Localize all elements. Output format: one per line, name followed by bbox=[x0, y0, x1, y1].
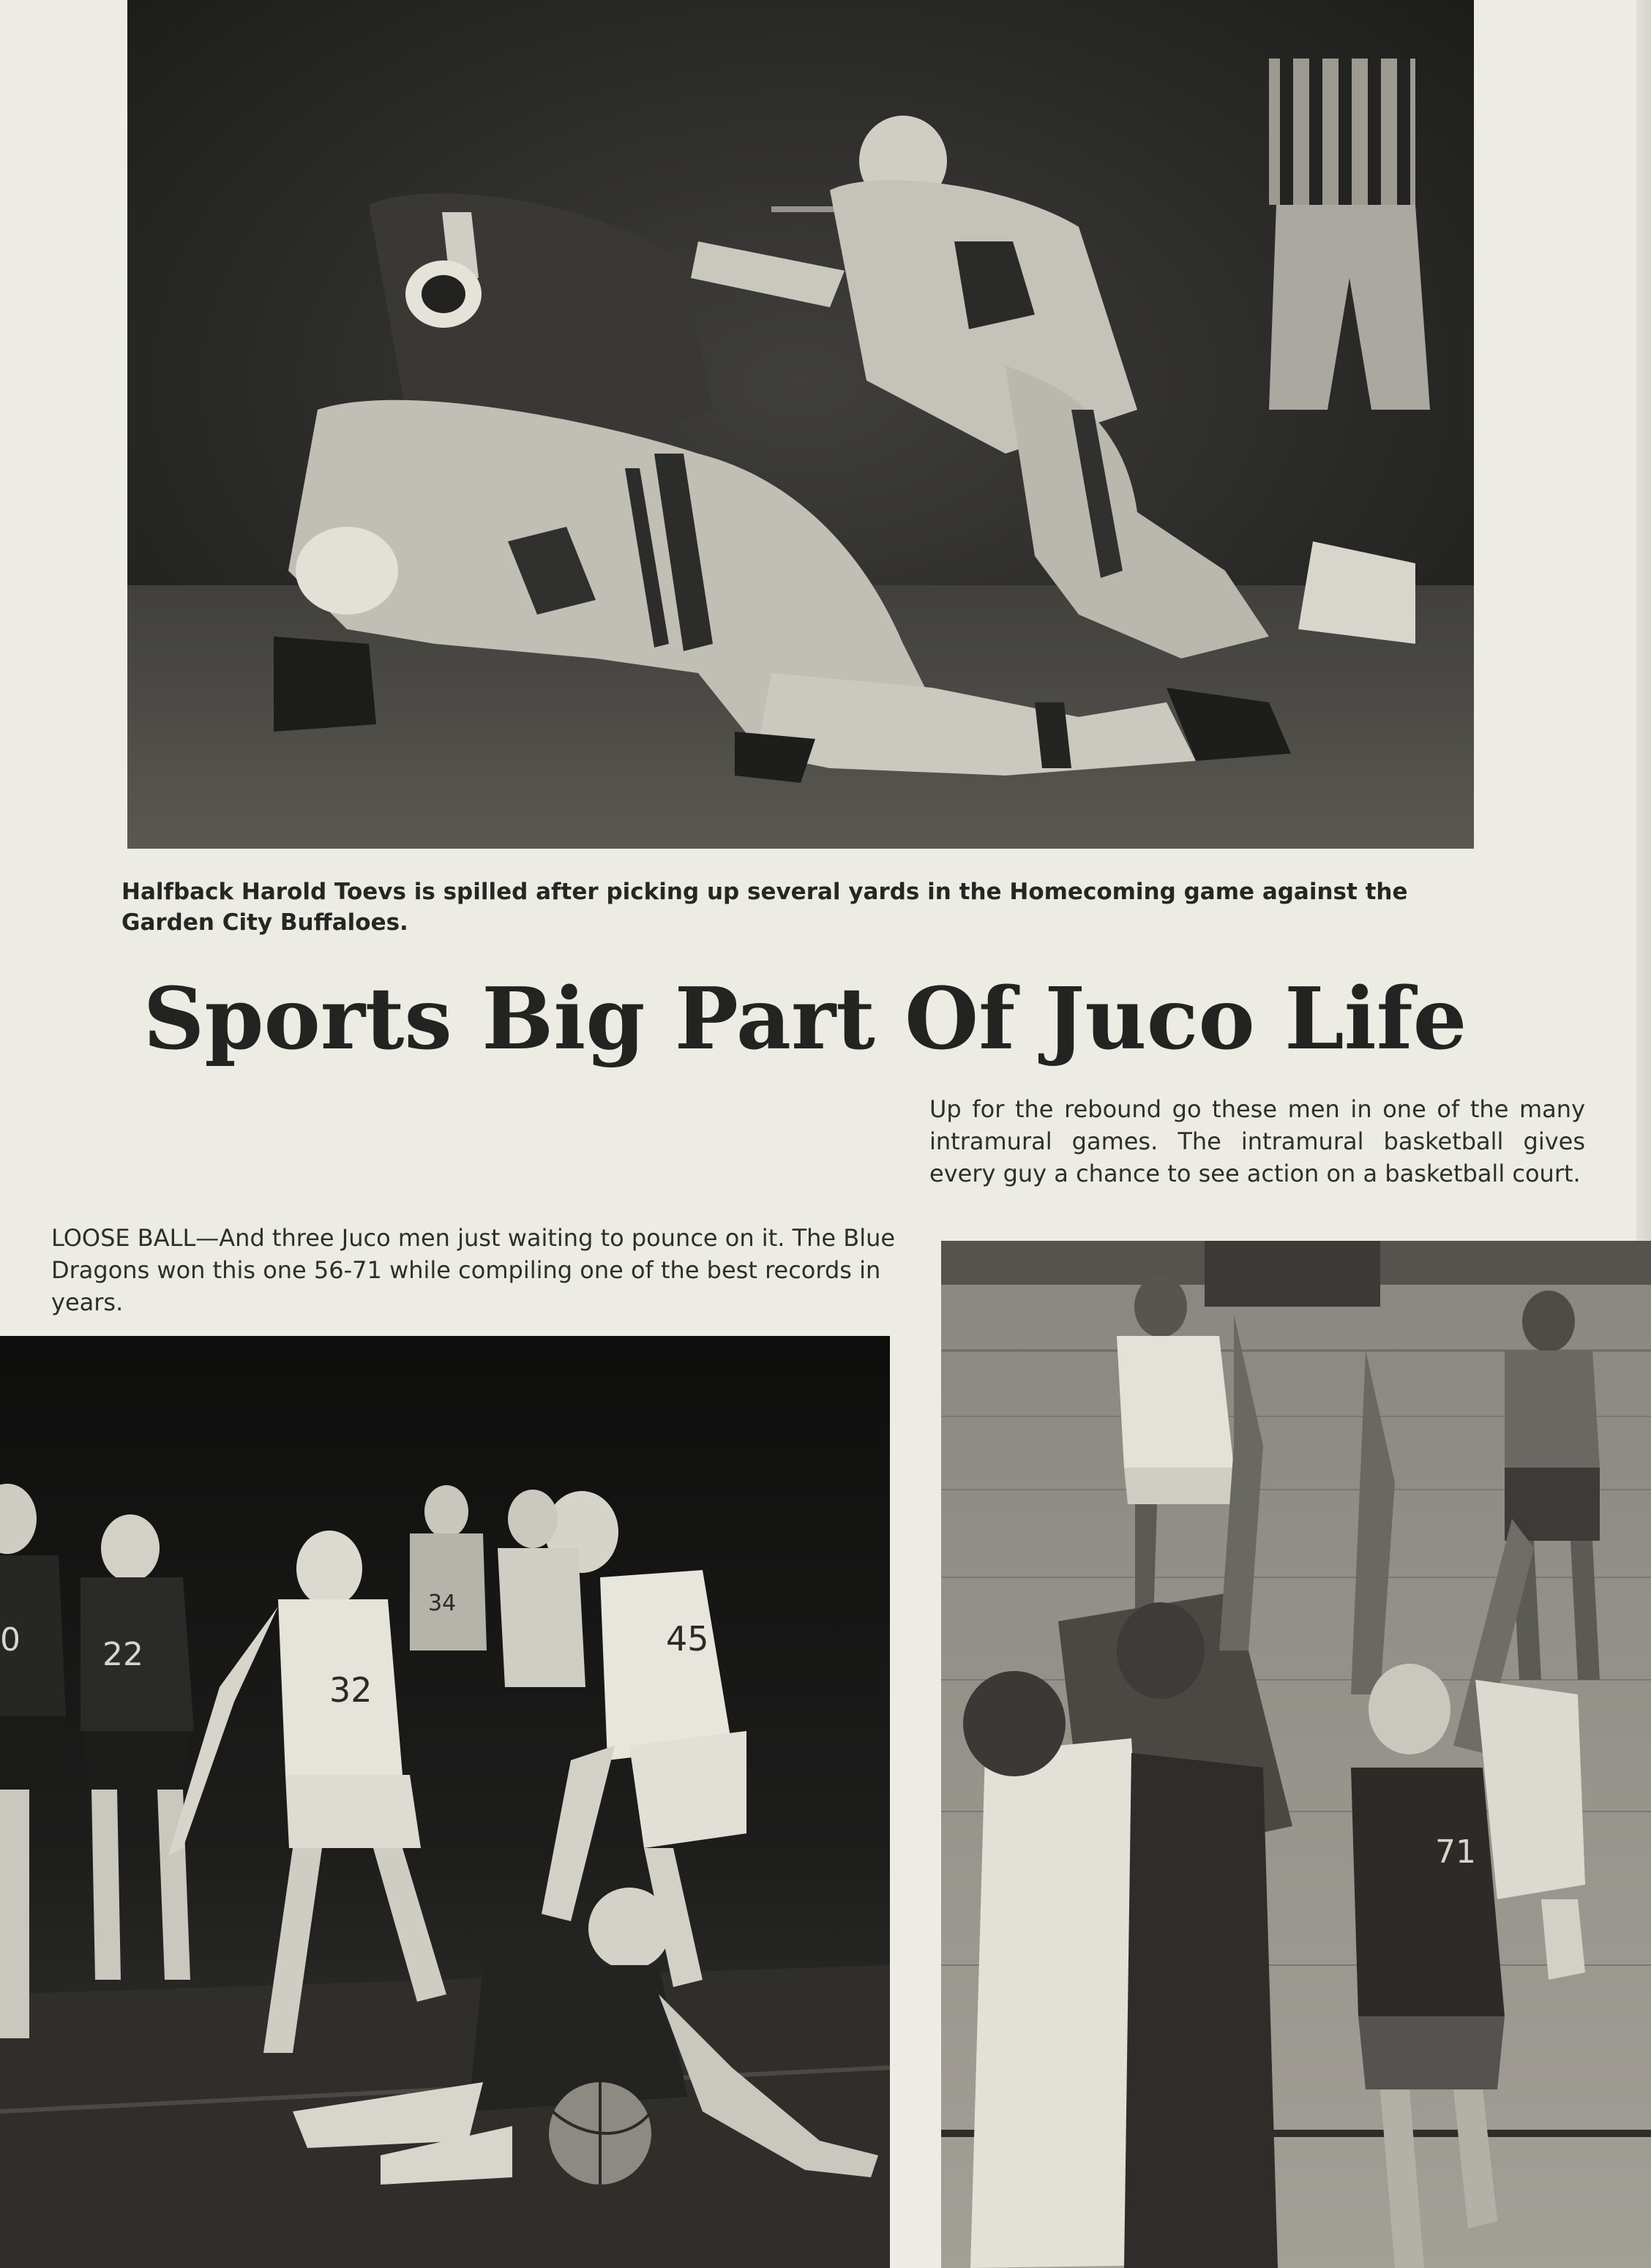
jersey-number-71: 71 bbox=[1435, 1833, 1476, 1871]
loose-ball-photo-caption: LOOSE BALL—And three Juco men just waiting to pounce on it. The Blue Dragons won this one 56-71 while compiling one of the best records in years. bbox=[51, 1224, 896, 1316]
rebound-photo bbox=[941, 1241, 1651, 2268]
jersey-number-34: 34 bbox=[428, 1591, 457, 1616]
jersey-number-45: 45 bbox=[666, 1619, 709, 1659]
jersey-number-0: 0 bbox=[0, 1621, 20, 1659]
loose-ball-photo bbox=[0, 1336, 890, 2268]
jersey-number-22: 22 bbox=[102, 1636, 143, 1673]
football-photo bbox=[127, 0, 1474, 849]
page-headline: Sports Big Part Of Juco Life bbox=[143, 969, 1467, 1069]
rebound-photo-caption: Up for the rebound go these men in one of the many intramural games. The intramural basketball gives every guy a chance to see action on a basketball court. bbox=[929, 1095, 1585, 1187]
jersey-number-32: 32 bbox=[329, 1670, 372, 1710]
football-photo-caption: Halfback Harold Toevs is spilled after picking up several yards in the Homecoming game against the Garden City Buffaloes. bbox=[121, 879, 1408, 936]
